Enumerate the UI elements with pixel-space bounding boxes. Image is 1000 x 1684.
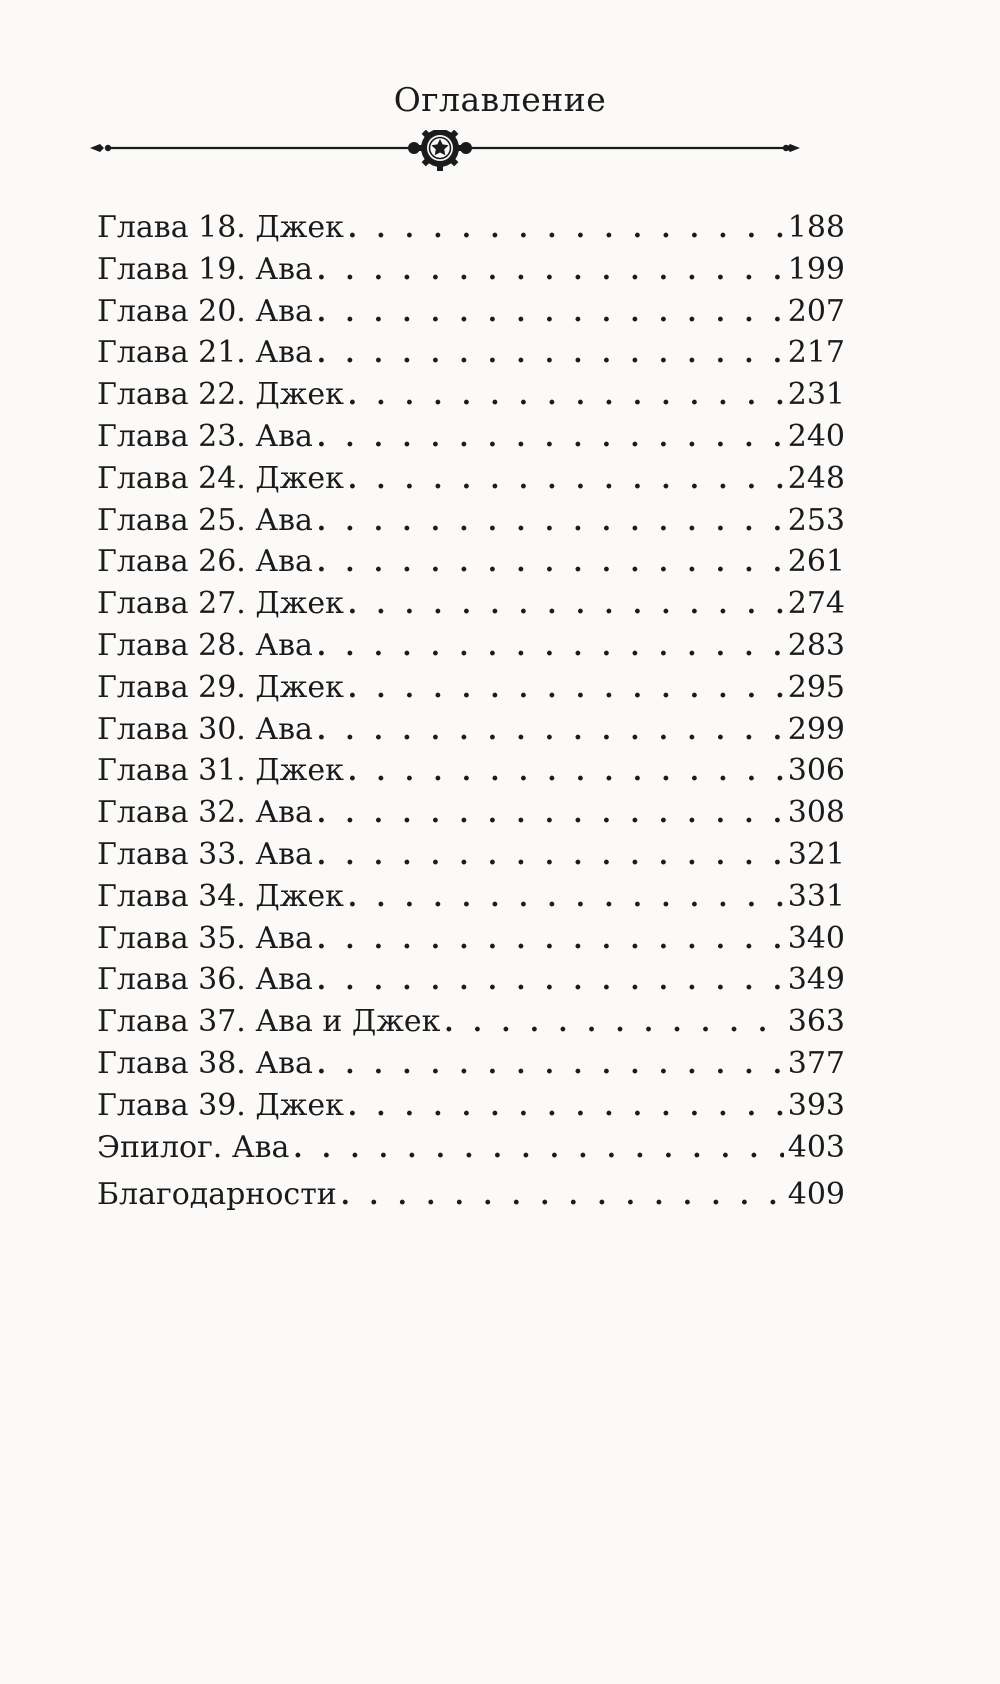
- toc-entry-title: Глава 38. Ава: [97, 1045, 313, 1081]
- dot-leader: [317, 711, 784, 753]
- toc-entry-page: 331: [787, 878, 845, 914]
- toc-entry-title: Глава 18. Джек: [97, 210, 344, 245]
- toc-entry-page: 295: [787, 669, 845, 705]
- toc-entry-page: 248: [787, 460, 845, 496]
- toc-entry: [97, 709, 845, 751]
- dot-leader: [317, 836, 784, 878]
- dot-leader: [341, 1176, 784, 1218]
- dot-leader: [317, 293, 784, 335]
- toc-entry: [97, 1127, 845, 1169]
- toc-entry: [97, 834, 845, 876]
- toc-entry: [97, 207, 845, 249]
- dot-leader: [348, 209, 784, 251]
- toc-entry-page: 377: [787, 1045, 845, 1081]
- toc-entry-page: 393: [787, 1087, 845, 1123]
- toc-entry-title: Глава 37. Ава и Джек: [97, 1004, 441, 1040]
- toc-entry-title: Глава 30. Ава: [97, 711, 313, 747]
- dot-leader: [317, 543, 784, 585]
- toc-entry: [97, 625, 845, 667]
- dot-leader: [317, 1045, 784, 1087]
- toc-entry-title: Благодарности: [97, 1177, 337, 1213]
- toc-entry-title: Глава 27. Джек: [97, 586, 344, 622]
- toc-entry: [97, 750, 845, 792]
- dot-leader: [317, 920, 784, 962]
- ornament-divider: [88, 130, 858, 180]
- dot-leader: [348, 585, 784, 627]
- table-of-contents: [97, 207, 845, 1216]
- toc-entry-title: Глава 28. Ава: [97, 627, 313, 663]
- toc-entry-title: Глава 24. Джек: [97, 460, 344, 496]
- dot-leader: [348, 878, 784, 920]
- dot-leader: [317, 627, 784, 669]
- dot-leader: [317, 418, 784, 460]
- toc-entry: [97, 1174, 845, 1216]
- toc-entry-title: Глава 31. Джек: [97, 753, 344, 789]
- toc-entry-page: 217: [787, 335, 845, 371]
- toc-entry: [97, 458, 845, 500]
- toc-entry-title: Глава 19. Ава: [97, 251, 313, 287]
- toc-entry: [97, 249, 845, 291]
- dot-leader: [348, 460, 784, 502]
- toc-entry-page: 340: [787, 920, 845, 956]
- toc-entry: [97, 583, 845, 625]
- toc-entry-page: 261: [787, 544, 845, 580]
- toc-entry-title: Глава 21. Ава: [97, 335, 313, 371]
- dot-leader: [348, 1087, 784, 1129]
- dot-leader: [348, 669, 784, 711]
- toc-entry-page: 349: [787, 962, 845, 998]
- toc-entry-page: 207: [787, 293, 845, 329]
- dot-leader: [317, 251, 784, 293]
- toc-entry: [97, 792, 845, 834]
- gear-emblem-icon: [417, 130, 463, 171]
- right-arrowhead: [783, 144, 800, 152]
- toc-entry: [97, 959, 845, 1001]
- toc-entry-page: 283: [787, 627, 845, 663]
- toc-entry-title: Глава 29. Джек: [97, 669, 344, 705]
- toc-entry-page: 188: [787, 210, 845, 245]
- page-title: Оглавление: [393, 80, 607, 119]
- toc-entry: [97, 500, 845, 542]
- toc-entry-title: Эпилог. Ава: [97, 1129, 290, 1165]
- toc-entry-page: 299: [787, 711, 845, 747]
- toc-entry-title: Глава 20. Ава: [97, 293, 313, 329]
- toc-entry-title: Глава 32. Ава: [97, 795, 313, 831]
- dot-leader: [317, 794, 784, 836]
- toc-entry: [97, 416, 845, 458]
- toc-entry-page: 409: [787, 1177, 845, 1213]
- dot-leader: [293, 1129, 783, 1171]
- dot-leader: [317, 334, 784, 376]
- toc-entry: [97, 374, 845, 416]
- toc-entry-page: 363: [787, 1004, 845, 1040]
- left-arrowhead: [90, 144, 111, 152]
- dot-leader: [348, 376, 784, 418]
- toc-entry: [97, 1085, 845, 1127]
- toc-entry: [97, 1001, 845, 1043]
- toc-entry-page: 308: [787, 795, 845, 831]
- toc-entry-title: Глава 26. Ава: [97, 544, 313, 580]
- toc-entry-title: Глава 39. Джек: [97, 1087, 344, 1123]
- dot-leader: [444, 1003, 783, 1045]
- toc-entry-page: 199: [787, 251, 845, 287]
- toc-entry-page: 274: [787, 586, 845, 622]
- toc-entry-page: 231: [787, 377, 845, 413]
- toc-entry-title: Глава 22. Джек: [97, 377, 344, 413]
- dot-leader: [317, 961, 784, 1003]
- toc-entry-page: 306: [787, 753, 845, 789]
- toc-entry-title: Глава 36. Ава: [97, 962, 313, 998]
- toc-entry: [97, 541, 845, 583]
- dot-leader: [317, 502, 784, 544]
- toc-entry: [97, 291, 845, 333]
- toc-entry-title: Глава 35. Ава: [97, 920, 313, 956]
- toc-entry-title: Глава 33. Ава: [97, 836, 313, 872]
- toc-entry-title: Глава 34. Джек: [97, 878, 344, 914]
- toc-entry-title: Глава 23. Ава: [97, 418, 313, 454]
- toc-entry: [97, 1043, 845, 1085]
- toc-entry-page: 253: [787, 502, 845, 538]
- toc-entry: [97, 876, 845, 918]
- toc-entry: [97, 918, 845, 960]
- toc-entry: [97, 332, 845, 374]
- toc-entry-page: 321: [787, 836, 845, 872]
- toc-entry-page: 403: [787, 1129, 845, 1165]
- toc-entry: [97, 667, 845, 709]
- toc-entry-page: 240: [787, 418, 845, 454]
- dot-leader: [348, 752, 784, 794]
- toc-entry-title: Глава 25. Ава: [97, 502, 313, 538]
